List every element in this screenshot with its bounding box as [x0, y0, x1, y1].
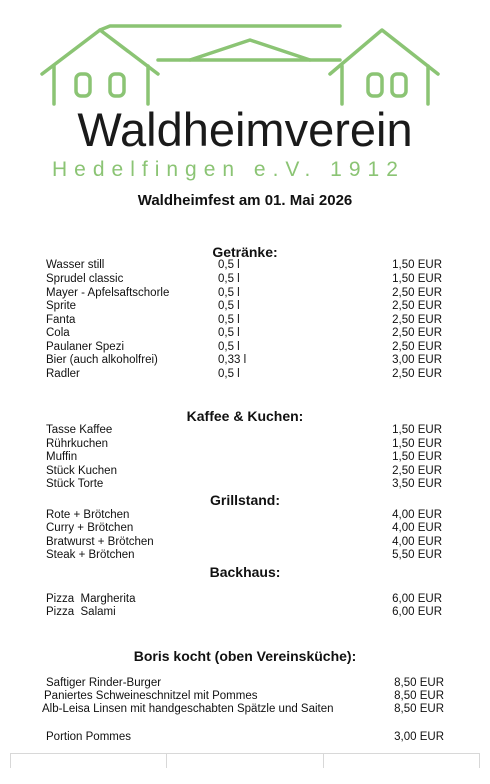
- item-name: Bier (auch alkoholfrei): [46, 354, 158, 366]
- item-name: Muffin: [46, 451, 78, 463]
- item-name: Paniertes Schweineschnitzel mit Pommes: [44, 690, 258, 702]
- item-name: Paulaner Spezi: [46, 341, 124, 353]
- cake-row: [0, 465, 490, 478]
- item-name: Curry + Brötchen: [46, 522, 134, 534]
- item-size: 0,5 l: [218, 341, 240, 353]
- item-price: 2,50 EUR: [392, 287, 442, 299]
- cake-row: [0, 451, 490, 464]
- item-name: Stück Kuchen: [46, 465, 117, 477]
- grill-row: [0, 522, 490, 535]
- item-price: 2,50 EUR: [392, 465, 442, 477]
- item-price: 2,50 EUR: [392, 327, 442, 339]
- item-name: Sprite: [46, 300, 77, 312]
- section-heading-getraenke: Getränke:: [212, 244, 278, 260]
- item-name: Fanta: [46, 314, 76, 326]
- drink-row: [0, 287, 490, 300]
- item-price: 8,50 EUR: [394, 690, 444, 702]
- item-price: 2,50 EUR: [392, 314, 442, 326]
- item-price: 1,50 EUR: [392, 424, 442, 436]
- kitchen-row: [0, 731, 490, 744]
- item-size: 0,5 l: [218, 327, 240, 339]
- item-price: 8,50 EUR: [394, 703, 444, 715]
- drink-row: [0, 300, 490, 313]
- drink-row: [0, 341, 490, 354]
- item-price: 3,00 EUR: [392, 354, 442, 366]
- drink-row: [0, 354, 490, 367]
- item-price: 1,50 EUR: [392, 273, 442, 285]
- item-price: 1,50 EUR: [392, 451, 442, 463]
- item-name: Cola: [46, 327, 70, 339]
- grill-row: [0, 549, 490, 562]
- bakery-row: [0, 593, 490, 606]
- drink-row: [0, 259, 490, 272]
- item-price: 4,00 EUR: [392, 509, 442, 521]
- item-size: 0,5 l: [218, 287, 240, 299]
- item-price: 8,50 EUR: [394, 677, 444, 689]
- item-name: Sprudel classic: [46, 273, 124, 285]
- section-heading-boris: Boris kocht (oben Vereinsküche):: [133, 648, 357, 664]
- item-name: Tasse Kaffee: [46, 424, 113, 436]
- item-name: Wasser still: [46, 259, 105, 271]
- item-size: 0,5 l: [218, 300, 240, 312]
- item-size: 0,5 l: [218, 273, 240, 285]
- grill-row: [0, 536, 490, 549]
- item-price: 6,00 EUR: [392, 593, 442, 605]
- item-price: 4,00 EUR: [392, 536, 442, 548]
- logo-title: Waldheimverein: [77, 103, 413, 156]
- item-name: Saftiger Rinder-Burger: [46, 677, 162, 689]
- item-price: 2,50 EUR: [392, 300, 442, 312]
- logo-subtitle: Hedelfingen e.V. 1912: [52, 158, 405, 181]
- item-size: 0,5 l: [218, 314, 240, 326]
- item-price: 3,50 EUR: [392, 478, 442, 490]
- item-name: Pizza Margherita: [46, 593, 136, 605]
- grill-row: [0, 509, 490, 522]
- item-price: 2,50 EUR: [392, 341, 442, 353]
- item-price: 3,00 EUR: [394, 731, 444, 743]
- item-price: 2,50 EUR: [392, 368, 442, 380]
- item-name: Rührkuchen: [46, 438, 109, 450]
- table-cell: [167, 754, 323, 768]
- drink-row: [0, 273, 490, 286]
- item-name: Radler: [46, 368, 80, 380]
- item-size: 0,5 l: [218, 259, 240, 271]
- item-name: Alb-Leisa Linsen mit handgeschabten Spätzle und Saiten: [42, 703, 334, 715]
- bakery-row: [0, 606, 490, 619]
- item-price: 1,50 EUR: [392, 438, 442, 450]
- kitchen-row: [0, 703, 490, 716]
- kitchen-row: [0, 690, 490, 703]
- item-price: 1,50 EUR: [392, 259, 442, 271]
- item-price: 6,00 EUR: [392, 606, 442, 618]
- section-heading-backhaus: Backhaus:: [209, 564, 281, 580]
- item-name: Stück Torte: [46, 478, 104, 490]
- table-cell: [324, 754, 479, 768]
- item-size: 0,33 l: [218, 354, 247, 366]
- kitchen-row: [0, 677, 490, 690]
- table-cell: [11, 754, 167, 768]
- item-name: Bratwurst + Brötchen: [46, 536, 154, 548]
- cake-row: [0, 438, 490, 451]
- section-heading-kaffee: Kaffee & Kuchen:: [186, 408, 304, 424]
- drink-row: [0, 314, 490, 327]
- item-name: Pizza Salami: [46, 606, 116, 618]
- drink-row: [0, 327, 490, 340]
- drink-row: [0, 368, 490, 381]
- item-name: Steak + Brötchen: [46, 549, 135, 561]
- cake-row: [0, 424, 490, 437]
- item-price: 4,00 EUR: [392, 522, 442, 534]
- cake-row: [0, 478, 490, 491]
- bottom-table-edge: [10, 753, 480, 768]
- item-size: 0,5 l: [218, 368, 240, 380]
- house-outline-icon: [40, 22, 440, 112]
- event-title: Waldheimfest am 01. Mai 2026: [137, 192, 353, 209]
- item-price: 5,50 EUR: [392, 549, 442, 561]
- item-name: Mayer - Apfelsaftschorle: [46, 287, 170, 299]
- item-name: Rote + Brötchen: [46, 509, 130, 521]
- item-name: Portion Pommes: [46, 731, 132, 743]
- waldheim-logo: [40, 22, 440, 181]
- section-heading-grill: Grillstand:: [209, 492, 280, 508]
